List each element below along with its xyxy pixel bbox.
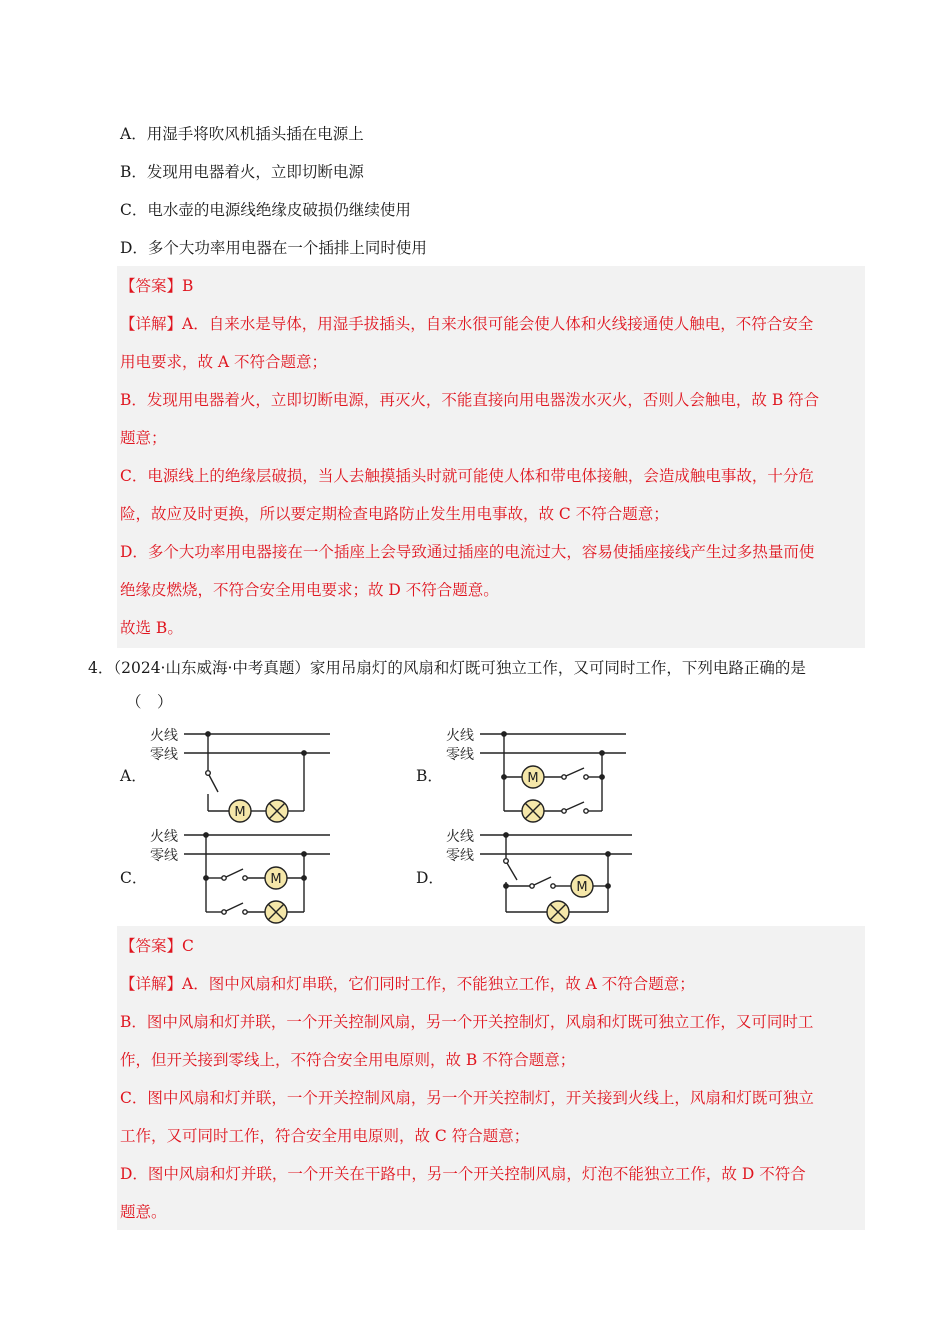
q3-option-a: A．用湿手将吹风机插头插在电源上 — [120, 125, 364, 143]
switch — [566, 802, 584, 810]
svg-text:M: M — [270, 872, 282, 887]
switch — [226, 869, 243, 877]
switch — [534, 877, 551, 885]
circuit-c — [150, 828, 330, 923]
q3-detail-line: B．发现用电器着火，立即切断电源，再灭火，不能直接向用电器泼水灭火，否则人会触电，故 B 符合 — [120, 391, 820, 409]
neutral-wire-label: 零线 — [446, 747, 474, 763]
q4-detail-line: 工作，又可同时工作，符合安全用电原则，故 C 符合题意； — [120, 1127, 530, 1145]
q4-detail-line: B．图中风扇和灯并联，一个开关控制风扇，另一个开关控制灯，风扇和灯既可独立工作，又可同时工 — [120, 1013, 814, 1031]
q4-diagram-label-c: C． — [120, 869, 148, 887]
switch — [209, 775, 218, 792]
q3-detail-line: D．多个大功率用电器接在一个插座上会导致通过插座的电流过大，容易使插座接线产生过多热量而使 — [120, 543, 815, 561]
q3-detail-line: 故选 B。 — [120, 619, 183, 637]
svg-text:M: M — [527, 771, 539, 786]
switch — [226, 903, 243, 911]
q3-detail-line: 【详解】A．自来水是导体，用湿手拔插头，自来水很可能会使人体和火线接通使人触电，不符合安全 — [120, 315, 814, 333]
switch — [507, 863, 517, 880]
circuit-b — [446, 727, 626, 822]
q3-detail-line: 用电要求，故 A 不符合题意； — [120, 353, 328, 371]
live-wire-label: 火线 — [150, 829, 178, 845]
q4-detail-line: 作，但开关接到零线上，不符合安全用电原则，故 B 不符合题意； — [120, 1051, 576, 1069]
switch — [566, 768, 584, 776]
q4-answer-box — [117, 926, 865, 1230]
q3-detail-line: C．电源线上的绝缘层破损，当人去触摸插头时就可能使人体和带电体接触，会造成触电事故，十分危 — [120, 467, 814, 485]
q3-option-b: B．发现用电器着火，立即切断电源 — [120, 163, 364, 181]
q4-detail-line: D．图中风扇和灯并联，一个开关在干路中，另一个开关控制风扇，灯泡不能独立工作，故 D 不符合 — [120, 1165, 806, 1183]
q4-paren: （ ） — [126, 693, 173, 711]
circuit-d — [446, 828, 632, 923]
live-wire-label: 火线 — [446, 829, 474, 845]
circuit-a — [150, 727, 330, 822]
live-wire-label: 火线 — [446, 728, 474, 744]
q4-diagram-label-b: B． — [416, 767, 443, 785]
q4-diagram-label-a: A． — [120, 767, 147, 785]
svg-text:M: M — [576, 880, 588, 895]
q4-detail-line: 题意。 — [120, 1203, 167, 1221]
q4-diagram-label-d: D． — [416, 869, 444, 887]
q3-detail-line: 险，故应及时更换，所以要定期检查电路防止发生用电事故，故 C 不符合题意； — [120, 505, 669, 523]
q4-answer: 【答案】C — [120, 937, 194, 955]
q4-stem: 4．（2024·山东威海·中考真题）家用吊扇灯的风扇和灯既可独立工作，又可同时工作，下列电路正确的是 — [88, 659, 806, 677]
neutral-wire-label: 零线 — [150, 747, 178, 763]
q3-option-d: D．多个大功率用电器在一个插排上同时使用 — [120, 239, 427, 257]
neutral-wire-label: 零线 — [150, 848, 178, 864]
svg-text:M: M — [234, 805, 246, 820]
q4-detail-line: C．图中风扇和灯并联，一个开关控制风扇，另一个开关控制灯，开关接到火线上，风扇和灯既可独立 — [120, 1089, 814, 1107]
neutral-wire-label: 零线 — [446, 848, 474, 864]
q3-detail-line: 绝缘皮燃烧，不符合安全用电要求；故 D 不符合题意。 — [120, 581, 499, 599]
q3-option-c: C．电水壶的电源线绝缘皮破损仍继续使用 — [120, 201, 411, 219]
q4-detail-line: 【详解】A．图中风扇和灯串联，它们同时工作，不能独立工作，故 A 不符合题意； — [120, 975, 695, 993]
q3-detail-line: 题意； — [120, 429, 167, 447]
q3-answer: 【答案】B — [120, 277, 194, 295]
switch-contact — [206, 771, 211, 776]
live-wire-label: 火线 — [150, 728, 178, 744]
